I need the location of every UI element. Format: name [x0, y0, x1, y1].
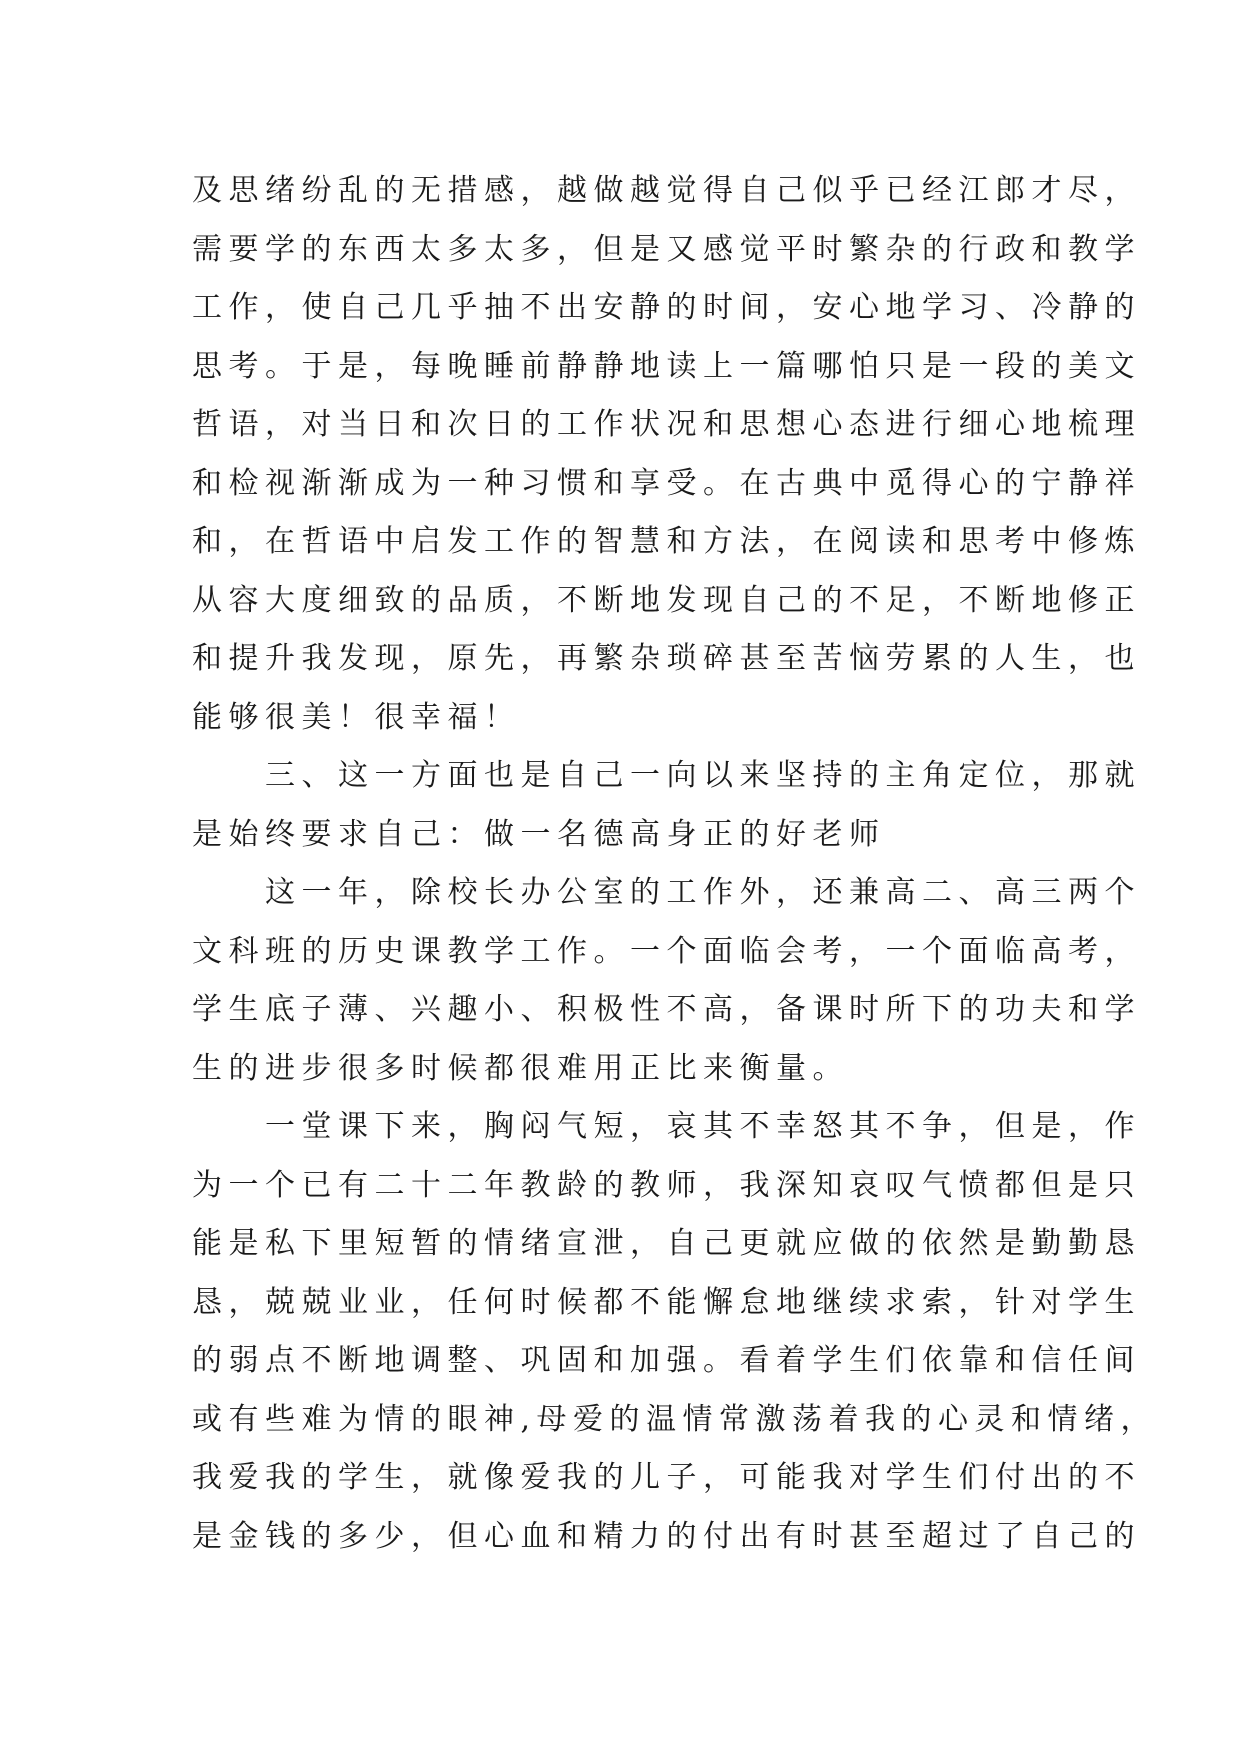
text-line: 为一个已有二十二年教龄的教师，我深知哀叹气愤都但是只 — [192, 1167, 1141, 1203]
text-line: 的弱点不断地调整、巩固和加强。看着学生们依靠和信任间 — [192, 1343, 1141, 1378]
text-line: 三、这一方面也是自己一向以来坚持的主角定位，那就 — [192, 758, 1141, 793]
text-line: 能是私下里短暂的情绪宣泄，自己更就应做的依然是勤勤恳 — [192, 1226, 1141, 1261]
text-line: 需要学的东西太多太多，但是又感觉平时繁杂的行政和教学 — [192, 231, 1141, 267]
text-line: 思考。于是，每晚睡前静静地读上一篇哪怕只是一段的美文 — [192, 348, 1141, 384]
text-line: 恳，兢兢业业，任何时候都不能懈怠地继续求索，针对学生 — [192, 1284, 1141, 1320]
text-line: 生的进步很多时候都很难用正比来衡量。 — [192, 1050, 849, 1086]
text-line: 学生底子薄、兴趣小、积极性不高，备课时所下的功夫和学 — [192, 992, 1141, 1027]
text-line: 哲语，对当日和次日的工作状况和思想心态进行细心地梳理 — [192, 407, 1141, 442]
text-line: 和，在哲语中启发工作的智慧和方法，在阅读和思考中修炼 — [192, 524, 1141, 559]
text-line: 我爱我的学生，就像爱我的儿子，可能我对学生们付出的不 — [192, 1460, 1141, 1495]
text-line: 这一年，除校长办公室的工作外，还兼高二、高三两个 — [192, 875, 1141, 910]
text-line: 或有些难为情的眼神,母爱的温情常激荡着我的心灵和情绪， — [192, 1401, 1158, 1437]
text-line: 能够很美！很幸福！ — [192, 699, 521, 735]
text-line: 工作，使自己几乎抽不出安静的时间，安心地学习、冷静的 — [192, 290, 1141, 325]
text-line: 及思绪纷乱的无措感，越做越觉得自己似乎已经江郎才尽， — [192, 173, 1141, 208]
text-line: 是始终要求自己：做一名德高身正的好老师 — [192, 816, 886, 852]
text-line: 一堂课下来，胸闷气短，哀其不幸怒其不争，但是，作 — [192, 1109, 1141, 1144]
text-line: 和检视渐渐成为一种习惯和享受。在古典中觅得心的宁静祥 — [192, 465, 1141, 501]
text-line: 是金钱的多少，但心血和精力的付出有时甚至超过了自己的 — [192, 1518, 1141, 1554]
body-text — [192, 162, 1158, 1566]
text-line: 从容大度细致的品质，不断地发现自己的不足，不断地修正 — [192, 582, 1141, 618]
text-line: 和提升我发现，原先，再繁杂琐碎甚至苦恼劳累的人生，也 — [192, 641, 1141, 676]
text-line: 文科班的历史课教学工作。一个面临会考，一个面临高考， — [192, 933, 1141, 969]
